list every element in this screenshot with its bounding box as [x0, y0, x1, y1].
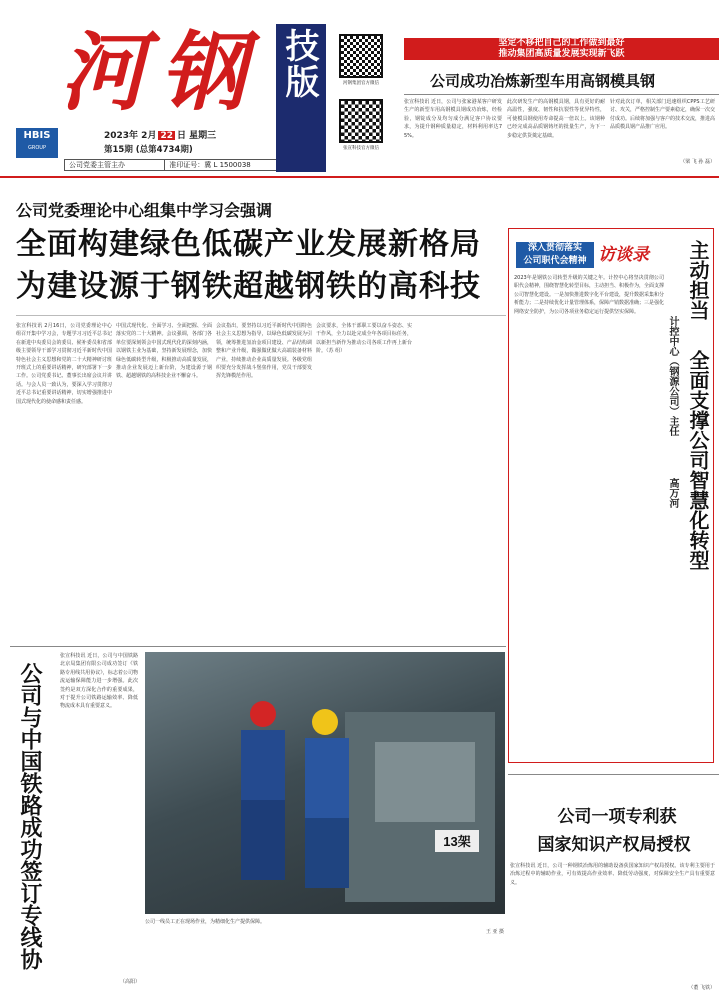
masthead-title: 河钢 [60, 28, 260, 118]
workers-photo [145, 652, 505, 914]
edition-badge [276, 24, 326, 172]
permit-text: 准印证号：冀 L 1500038 [169, 161, 251, 169]
hbis-badge [16, 128, 58, 158]
red-helmet [250, 701, 276, 727]
top-right-byline: （梁 飞 孙 磊） [680, 159, 715, 165]
patent-byline: （董 飞铁） [688, 985, 715, 991]
worker-2-body [305, 738, 349, 818]
qr-label-1: 河钢集团官方微信 [343, 81, 379, 86]
qr-code-1[interactable] [339, 34, 383, 78]
interview-speaker-name: 高万河 [667, 478, 678, 508]
yellow-helmet [312, 709, 338, 735]
date-day: 22 [160, 131, 173, 140]
top-right-col-1: 张宣科技讯 近日，公司与张家港某客户研发生产的新型车用高钢模具钢成功冶炼，经检验，钢锭成分及均匀成分满足客户协议要求，为提升钢种质量稳定，材料利用率达75%。 [404, 99, 502, 139]
interview-headline-2: 全面支撑公司智慧化转型 [686, 350, 710, 570]
patent-headline-1: 公司一项专利获 [557, 807, 677, 826]
photo-credit: 王 亚 摄 [485, 929, 504, 935]
side-article-body: 张宣科技讯 近日，公司与中国铁路北京局集团有限公司成功签订《铁路专用线共用协议》，标志着公司物流运输保障能力进一步增强。此次签约是双方深化合作的重要成果，对于提升公司铁路运输效率、降低物流成本具有重要意义。 [60, 653, 138, 710]
top-right-col-2: 此次研发生产的高钢模具钢，具有更好的耐高温性，强度、韧性和抗裂性等优异特性，可使模具钢使用寿命提高一倍以上。该钢种已经完成高品质钢铸坯的批量生产，为下一步稳定供货奠定基础。 [507, 99, 605, 139]
interview-headline-1: 主动担当 [686, 240, 710, 320]
interview-tag-line-1: 深入贯彻落实 [527, 243, 582, 253]
main-col-2: 中国式现代化、全面学习、全面把握、全面落实党的二十大精神。会议强调，各部门各单位要深刻领会中国式现代化的深刻内涵，以钢铁主业为基础，坚持新发展理念，加快绿色低碳转型升级，积极推动高质量发展，推动企业发展迈上新台阶，为建设源于钢铁、超越钢铁的高科技企业不懈奋斗。 [116, 323, 212, 380]
patent-body: 张宣科技讯 近日，公司一种钢铁冶炼用的辅助设备获国家知识产权局授权。该专利主要用于冶炼过程中的辅助作业，可有效提高作业效率、降低劳动强度，对保障安全生产具有重要意义。 [510, 863, 715, 886]
qr-code-2[interactable] [339, 99, 383, 143]
top-right-headline: 公司成功冶炼新型车用高钢模具钢 [430, 72, 656, 90]
patent-divider [508, 774, 719, 775]
masthead-logo [60, 28, 270, 118]
sponsor-box [64, 159, 294, 171]
sponsor-text: 公司党委主管主办 [65, 160, 165, 170]
photo-caption: 公司一线员工正在现场作业，为精细化生产提供保障。 [145, 919, 266, 925]
masthead-rule [0, 176, 719, 178]
main-col-1: 张宣科技讯 2月16日，公司党委理论中心组召开集中学习会，专题学习习近平总书记在新进中央委员会的委员、候补委员和省部级主要领导干部学习贯彻习近平新时代中国特色社会主义思想和党的二十大精神研讨班开班式上的重要讲话精神，研究部署下一步工作。公司党委书记、董事长出席会议并讲话。与会人员一致认为，要深入学习贯彻习近平总书记重要讲话精神，切实增强推进中国式现代化的使命感和责任感。 [16, 323, 112, 405]
slogan-banner [404, 38, 719, 60]
edition-column-name: 技版 [279, 28, 319, 100]
main-col-4: 会议要求，全体干部职工要以奋斗姿态、实干作风，全力以赴完成全年各项目标任务，以新担当新作为推动公司各项工作再上新台阶。（苏 组） [316, 323, 412, 355]
date-line [104, 128, 294, 140]
side-article-headline: 公司与中国铁路成功签订专线协 [17, 662, 43, 970]
interview-series: 访谈录 [598, 245, 649, 265]
worker-1-legs [241, 800, 285, 880]
interview-body: 2023年是钢铁公司转型升级的关键之年。计控中心将坚决贯彻公司职代会精神，围绕智慧化转型目标，主动担当、积极作为，全面支撑公司智慧化建设。一是加快推进数字化平台建设，提升数据采集和分析能力；二是持续优化计量管理体系，保障产销数据准确；三是强化网络安全防护，为公司各项业务稳定运行提供坚实保障。 [514, 275, 664, 315]
top-right-col-3: 针对此次订单，相关部门迅速组织CPPS工艺研讨、攻关，严格控制生产要素稳定，确保一次交付成功。后续将加强与客户的技术交流，推进高品质模具钢产品推广应用。 [610, 99, 715, 131]
interview-speaker-title: 计控中心（钢源公司）主任 [667, 316, 678, 436]
qr-label-2: 张宣科技官方微信 [343, 146, 379, 151]
machine-panel [375, 742, 475, 822]
top-right-divider [404, 94, 719, 95]
main-kicker: 公司党委理论中心组集中学习会强调 [16, 201, 273, 220]
slogan-line-2: 推动集团高质量发展实现新飞跃 [498, 49, 625, 59]
worker-1-body [241, 730, 285, 800]
photo-illustration [145, 652, 505, 914]
rack-number: 13架 [443, 834, 471, 849]
interview-tag [516, 242, 594, 268]
hbis-logo-text: HBIS [23, 130, 51, 141]
issue-number: 第15期 (总第4734期) [104, 145, 193, 155]
main-headline-1: 全面构建绿色低碳产业发展新格局 [16, 227, 481, 262]
main-headline-2: 为建设源于钢铁超越钢铁的高科技 [16, 269, 481, 304]
worker-2-legs [305, 818, 349, 888]
date-suffix: 日 星期三 [176, 131, 217, 140]
main-headline-rule [16, 315, 506, 316]
slogan-line-1: 坚定不移把自己的工作做到最好 [498, 38, 625, 48]
side-article-byline: （高阳） [119, 979, 140, 985]
main-col-5 [416, 322, 506, 640]
section-divider [10, 646, 506, 647]
interview-tag-line-2: 公司职代会精神 [523, 256, 587, 266]
hbis-logo-sub: GROUP [28, 145, 46, 151]
patent-headline-2: 国家知识产权局授权 [537, 835, 691, 855]
main-col-3: 会议指出，要坚持以习近平新时代中国特色社会主义思想为指导，以绿色低碳发展为引领，统筹推进氢冶金项目建设、产品结构调整和产业升级，做强做优做大高端装备材料产业，持续推动企业高质量发展。各级党组织要充分发挥战斗堡垒作用，党员干部要发挥先锋模范作用。 [216, 323, 312, 380]
date-prefix: 2023年 2月 [104, 131, 157, 140]
